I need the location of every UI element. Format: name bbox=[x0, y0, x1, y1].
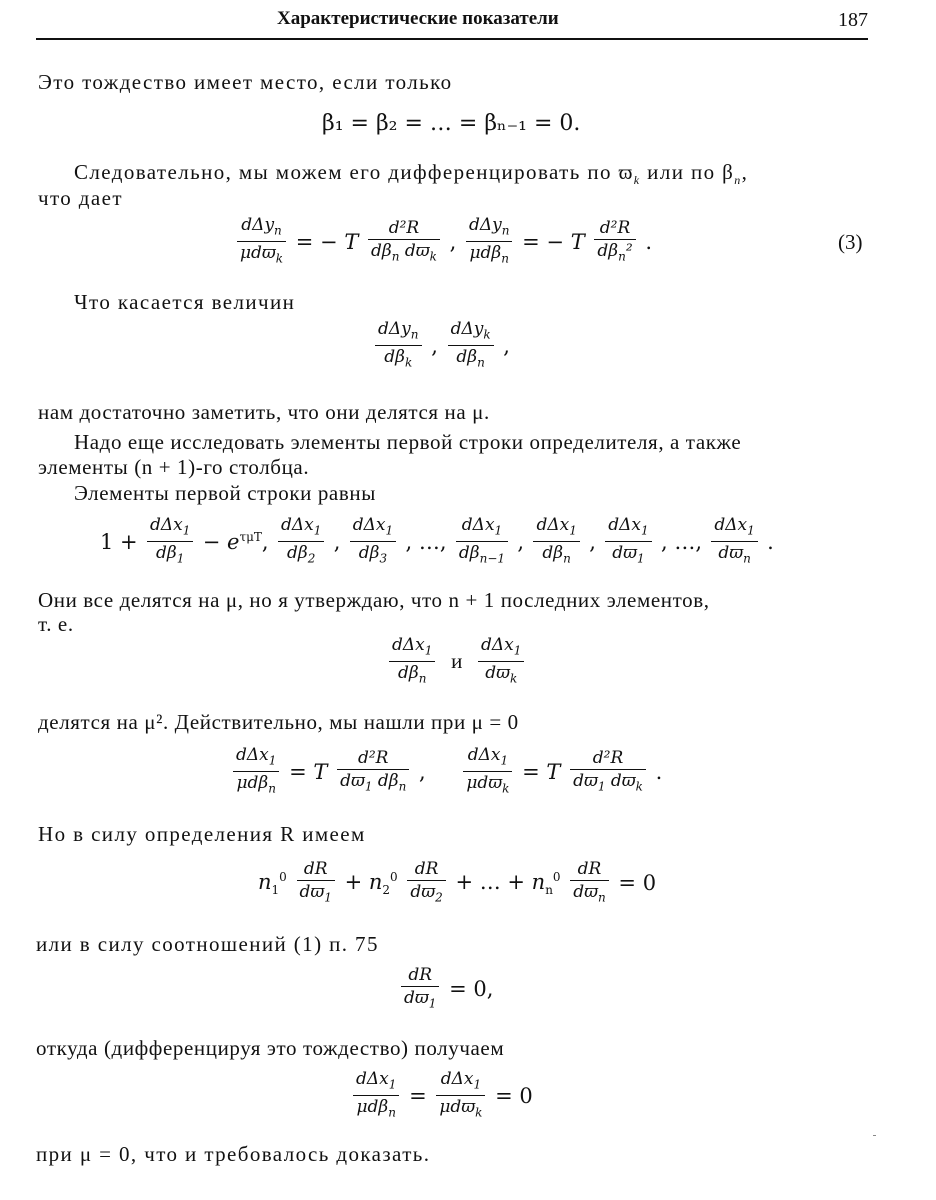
row-frac-6: $\frac{d\Delta x_1}{dϖ_1}$ bbox=[605, 514, 651, 570]
equation-3: $\frac{d\Delta y_n}{\mu dϖ_k}$ = − T $\frac{\text{d²R}}{d\beta_n dϖ_k}$ , $\frac{d\Delta y_n}{\mu d\beta_n}$ = − T $\frac{\text{d²R}}{d\beta_n^2}$ . bbox=[234, 214, 652, 270]
final-frac-2: $\frac{d\Delta x_1}{\mu dϖ_k}$ bbox=[436, 1068, 485, 1124]
paragraph-8: делятся на μ². Действительно, мы нашли при μ = 0 bbox=[38, 710, 519, 734]
running-header-title: Характеристические показатели bbox=[277, 8, 559, 29]
row-frac-4: $\frac{d\Delta x_1}{d\beta_{n-1}}$ bbox=[456, 514, 508, 570]
paragraph-12: при μ = 0, что и требовалось доказать. bbox=[36, 1142, 431, 1166]
paragraph-11: откуда (дифференцируя это тождество) получаем bbox=[36, 1036, 505, 1060]
row-frac-3: $\frac{d\Delta x_1}{d\beta_3}$ bbox=[350, 514, 396, 570]
row-frac-5: $\frac{d\Delta x_1}{d\beta_n}$ bbox=[533, 514, 579, 570]
row-frac-1: $\frac{d\Delta x_1}{d\beta_1}$ bbox=[147, 514, 193, 570]
eq3-frac-2: $\frac{\text{d²R}}{d\beta_n dϖ_k}$ bbox=[368, 217, 440, 267]
paragraph-2-sub-n: n bbox=[734, 173, 742, 188]
paragraph-2-rest: или по β bbox=[640, 160, 735, 184]
equation-first-row: 1 + $\frac{d\Delta x_1}{d\beta_1}$ − $e^{\tau\mu T}$, $\frac{d\Delta x_1}{d\beta_2}$ , $\frac{d\Delta x_1}{d\beta_3}$ , …, $\frac{d\Delta x_1}{d\beta_{n-1}}$ , $\frac{d\Delta x_1}{d\beta_n}$ , $\frac{d\Delta x_1}{dϖ_1}$ , …, $\frac{d\Delta x_1}{dϖ_n}$ . bbox=[100, 514, 774, 570]
page-number: 187 bbox=[838, 9, 868, 31]
sum-frac-1: $\frac{dR}{dϖ_1}$ bbox=[297, 858, 335, 908]
last-frac-1: $\frac{d\Delta x_1}{d\beta_n}$ bbox=[389, 634, 435, 690]
header-rule bbox=[36, 38, 868, 40]
sum-frac-2: $\frac{dR}{dϖ_2}$ bbox=[407, 858, 445, 908]
paragraph-2-text: Следовательно, мы можем его дифференцировать по ϖ bbox=[74, 160, 634, 184]
paragraph-4: нам достаточно заметить, что они делятся на μ. bbox=[38, 400, 490, 424]
equation-mu-zero: $\frac{d\Delta x_1}{\mu d\beta_n}$ = T $\frac{\text{d²R}}{dϖ_1 d\beta_n}$ , $\frac{d\Delta x_1}{\mu dϖ_k}$ = T $\frac{\text{d²R}}{dϖ_1 dϖ_k}$ . bbox=[230, 744, 662, 800]
paragraph-2-line-1 bbox=[74, 160, 748, 188]
final-rhs: = 0 bbox=[495, 1083, 533, 1108]
conjunction-and: и bbox=[451, 649, 463, 674]
mu-frac-3: $\frac{d\Delta x_1}{\mu dϖ_k}$ bbox=[463, 744, 512, 800]
paragraph-5-line-2: элементы (n + 1)-го столбца. bbox=[38, 455, 310, 479]
paragraph-2-line-2: что дает bbox=[38, 186, 123, 210]
quantities-frac-1: $\frac{d\Delta y_n}{d\beta_k}$ bbox=[375, 318, 422, 374]
paragraph-10: или в силу соотношений (1) п. 75 bbox=[36, 932, 379, 956]
paragraph-7-line-1: Они все делятся на μ, но я утверждаю, что n + 1 последних элементов, bbox=[38, 588, 710, 612]
paragraph-3: Что касается величин bbox=[74, 290, 296, 314]
paragraph-2-sub-k: k bbox=[633, 173, 641, 188]
paragraph-9: Но в силу определения R имеем bbox=[38, 822, 366, 846]
last-frac-2: $\frac{d\Delta x_1}{dϖ_k}$ bbox=[478, 634, 524, 690]
row-frac-7: $\frac{d\Delta x_1}{dϖ_n}$ bbox=[711, 514, 757, 570]
mu-frac-1: $\frac{d\Delta x_1}{\mu d\beta_n}$ bbox=[233, 744, 279, 800]
paragraph-1: Это тождество имеет место, если только bbox=[38, 70, 453, 94]
eq3-frac-3: $\frac{d\Delta y_n}{\mu d\beta_n}$ bbox=[466, 214, 513, 270]
sum-frac-3: $\frac{dR}{dϖ_n}$ bbox=[570, 858, 608, 908]
mu-frac-2: $\frac{\text{d²R}}{dϖ_1 d\beta_n}$ bbox=[337, 747, 409, 797]
quantities-frac-2: $\frac{d\Delta y_k}{d\beta_n}$ bbox=[448, 318, 494, 374]
dR-rhs: = 0, bbox=[449, 977, 494, 1002]
equation-dR-zero bbox=[398, 964, 493, 1014]
final-frac-1: $\frac{d\Delta x_1}{\mu d\beta_n}$ bbox=[353, 1068, 399, 1124]
equation-beta-zero-text: β₁ = β₂ = … = βₙ₋₁ = 0. bbox=[322, 111, 581, 136]
equation-last-elements bbox=[386, 634, 527, 690]
dR-frac: $\frac{dR}{dϖ_1}$ bbox=[401, 964, 439, 1014]
mu-frac-4: $\frac{\text{d²R}}{dϖ_1 dϖ_k}$ bbox=[570, 747, 646, 797]
eq3-frac-1: $\frac{d\Delta y_n}{\mu dϖ_k}$ bbox=[237, 214, 286, 270]
equation-final: $\frac{d\Delta x_1}{\mu d\beta_n}$ = $\frac{d\Delta x_1}{\mu dϖ_k}$ = 0 bbox=[350, 1068, 533, 1124]
row-frac-2: $\frac{d\Delta x_1}{d\beta_2}$ bbox=[278, 514, 324, 570]
sum-rhs: = 0 bbox=[618, 871, 657, 896]
scan-artifact bbox=[873, 1135, 876, 1136]
paragraph-2-end: , bbox=[741, 160, 749, 184]
equation-quantities: $\frac{d\Delta y_n}{d\beta_k}$ , $\frac{d\Delta y_k}{d\beta_n}$ , bbox=[372, 318, 510, 374]
equation-beta-zero bbox=[322, 111, 580, 136]
equation-3-number: (3) bbox=[838, 230, 863, 254]
equation-sum: $n_1^0$ $\frac{dR}{dϖ_1}$ + $n_2^0$ $\frac{dR}{dϖ_2}$ + … + $n_n^0$ $\frac{dR}{dϖ_n}$ = 0 bbox=[258, 858, 656, 908]
eq3-frac-4: $\frac{\text{d²R}}{d\beta_n^2}$ bbox=[594, 217, 635, 267]
paragraph-6: Элементы первой строки равны bbox=[74, 481, 376, 505]
paragraph-5-line-1: Надо еще исследовать элементы первой строки определителя, а также bbox=[74, 430, 742, 454]
paragraph-7-line-2: т. е. bbox=[38, 612, 74, 636]
